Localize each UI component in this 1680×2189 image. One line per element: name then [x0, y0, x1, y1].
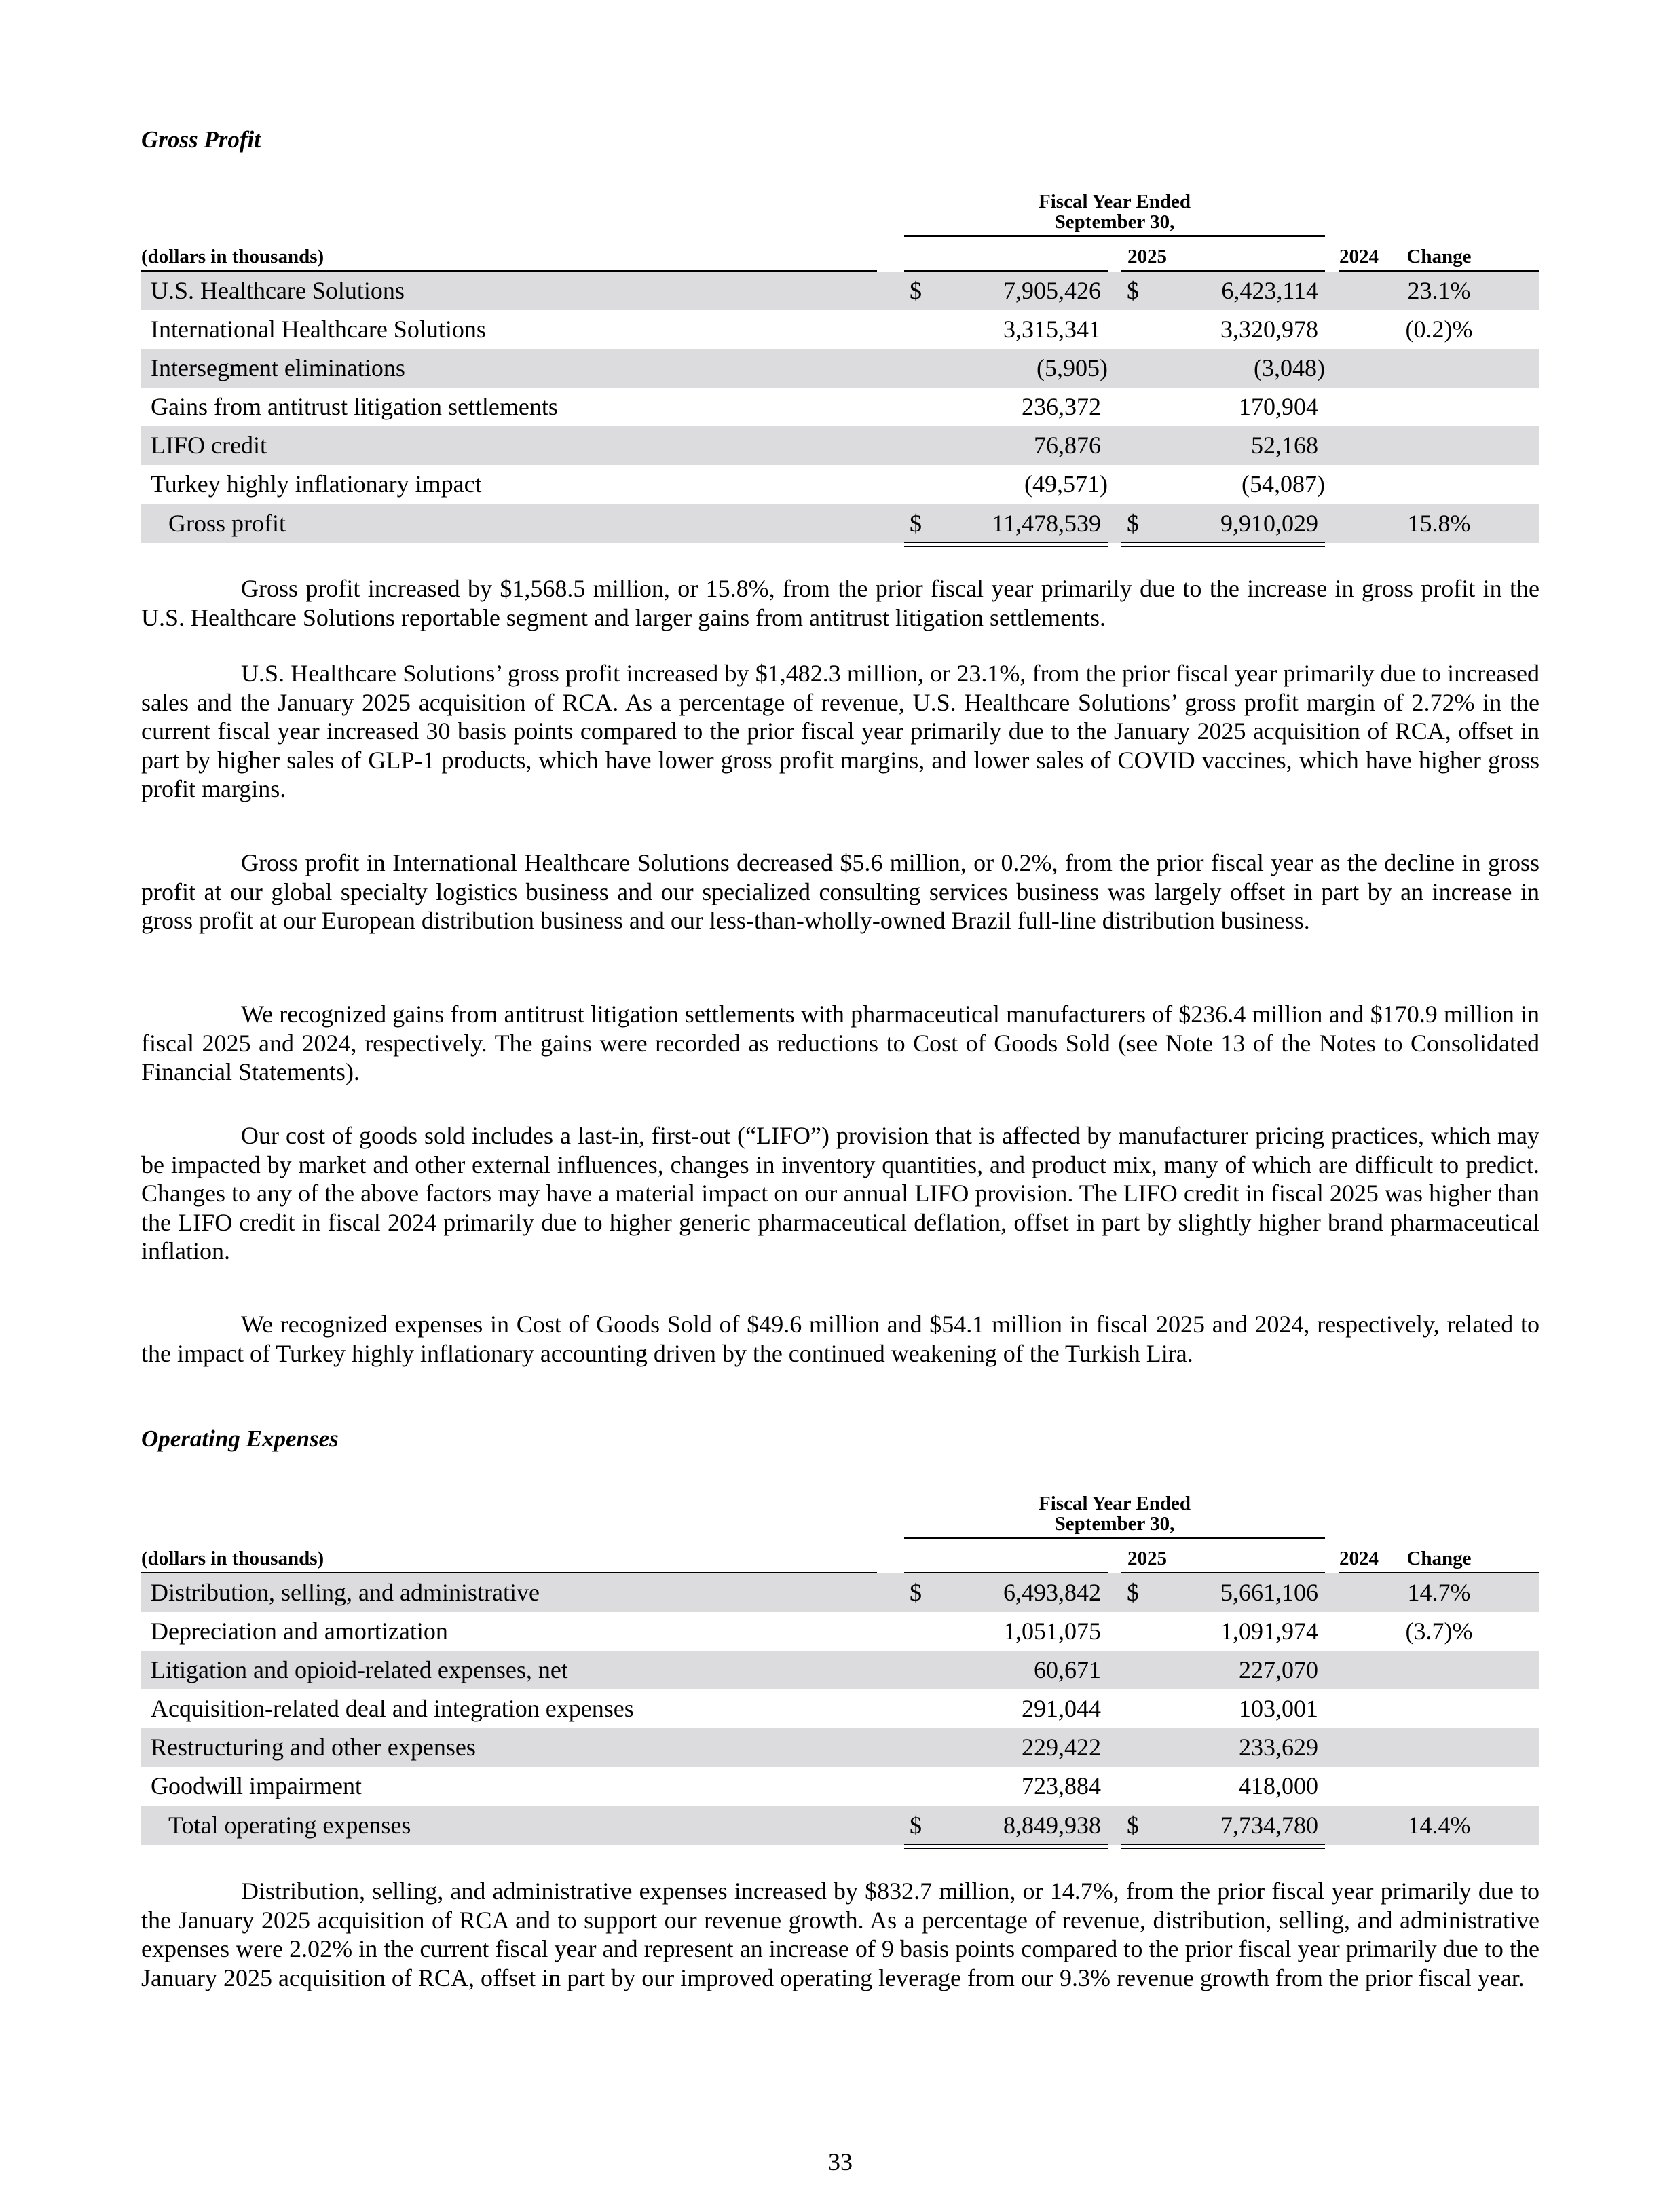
value-2024: (3,048) — [1254, 354, 1325, 381]
table-row-total — [141, 504, 1539, 543]
paragraph: We recognized expenses in Cost of Goods Sold of $49.6 million and $54.1 million in fiscal 2025 and 2024, respectively, related to the impact of Turkey highly inflationary accounting driven by the continued weakening of the Turkish Lira. — [141, 1311, 1539, 1367]
change-value: (3.7)% — [1405, 1617, 1473, 1645]
dollar-sign: $ — [1127, 1812, 1139, 1839]
value-2025: (5,905) — [1037, 354, 1108, 381]
fiscal-year-header-line1: Fiscal Year Ended — [1039, 191, 1191, 212]
value-2024: 52,168 — [1251, 432, 1318, 459]
row-label: International Healthcare Solutions — [151, 316, 486, 343]
section-title-operating-expenses: Operating Expenses — [141, 1425, 339, 1452]
table-row — [141, 426, 1539, 465]
value-2025: 291,044 — [1022, 1695, 1101, 1722]
column-header-2025: 2025 — [1127, 246, 1167, 267]
column-header-2024: 2024 — [1339, 1548, 1379, 1569]
value-2025: 11,478,539 — [992, 510, 1101, 537]
dollar-sign: $ — [910, 277, 922, 304]
section-title-gross-profit: Gross Profit — [141, 126, 261, 153]
column-header-change: Change — [1406, 246, 1472, 267]
paragraph: Distribution, selling, and administrative expenses increased by $832.7 million, or 14.7%, from the prior fiscal year primarily due to the January 2025 acquisition of RCA and to support our revenue growth. As a percentage of revenue, distribution, selling, and administrative expenses were 2.02% in the current fiscal year and represent an increase of 9 basis points compared to the prior fiscal year primarily due to the January 2025 acquisition of RCA, offset in part by our improved operating leverage from our 9.3% revenue growth from the prior fiscal year. — [141, 1877, 1539, 1991]
column-header-change: Change — [1406, 1548, 1472, 1569]
table-row — [141, 272, 1539, 310]
change-value: (0.2)% — [1405, 316, 1473, 343]
units-label: (dollars in thousands) — [141, 246, 324, 267]
value-2025: 76,876 — [1034, 432, 1101, 459]
value-2024: 103,001 — [1239, 1695, 1318, 1722]
value-2024: 227,070 — [1239, 1656, 1318, 1683]
value-2025: 1,051,075 — [1003, 1617, 1101, 1645]
change-value: 23.1% — [1407, 277, 1471, 304]
value-2024: 418,000 — [1239, 1772, 1318, 1799]
row-label: Acquisition-related deal and integration expenses — [151, 1695, 634, 1722]
table-row — [141, 1651, 1539, 1689]
value-2025: 236,372 — [1022, 393, 1101, 420]
total-double-rule — [1121, 1844, 1325, 1849]
value-2024: 9,910,029 — [1220, 510, 1318, 537]
fiscal-year-header — [904, 191, 1325, 237]
column-header-row — [141, 243, 1539, 270]
value-2025: 229,422 — [1022, 1734, 1101, 1761]
fiscal-year-header-line1: Fiscal Year Ended — [1039, 1493, 1191, 1514]
fiscal-year-header-line2: September 30, — [1054, 1513, 1175, 1535]
fiscal-year-header-line2: September 30, — [1054, 211, 1175, 233]
row-label: Restructuring and other expenses — [151, 1734, 476, 1761]
paragraph: U.S. Healthcare Solutions’ gross profit increased by $1,482.3 million, or 23.1%, from the prior fiscal year primarily due to increased sales and the January 2025 acquisition of RCA. As a percentage of revenue, U.S. Healthcare Solutions’ gross profit margin of 2.72% in the current fiscal year increased 30 basis points compared to the prior fiscal year primarily due to the January 2025 acquisition of RCA, offset in part by higher sales of GLP-1 products, which have lower gross profit margins, and lower sales of COVID vaccines, which have higher gross profit margins. — [141, 660, 1539, 802]
value-2025: 723,884 — [1022, 1772, 1101, 1799]
value-2025: 60,671 — [1034, 1656, 1101, 1683]
value-2025: (49,571) — [1024, 470, 1108, 498]
dollar-sign: $ — [1127, 510, 1139, 537]
table-row — [141, 465, 1539, 504]
units-label: (dollars in thousands) — [141, 1548, 324, 1569]
page-number: 33 — [828, 2148, 853, 2175]
value-2024: (54,087) — [1242, 470, 1325, 498]
value-2024: 5,661,106 — [1220, 1579, 1318, 1606]
table-row — [141, 1767, 1539, 1806]
value-2025: 3,315,341 — [1003, 316, 1101, 343]
row-label: Goodwill impairment — [151, 1772, 362, 1799]
dollar-sign: $ — [1127, 1579, 1139, 1606]
change-value: 14.4% — [1407, 1812, 1471, 1839]
dollar-sign: $ — [1127, 277, 1139, 304]
total-double-rule — [904, 1844, 1108, 1849]
row-label: Total operating expenses — [168, 1812, 411, 1839]
table-row — [141, 1728, 1539, 1767]
value-2025: 7,905,426 — [1003, 277, 1101, 304]
row-label: Distribution, selling, and administrative — [151, 1579, 540, 1606]
total-double-rule — [904, 542, 1108, 547]
value-2024: 6,423,114 — [1221, 277, 1318, 304]
table-row — [141, 1612, 1539, 1651]
table-row — [141, 388, 1539, 426]
table-row — [141, 1573, 1539, 1612]
value-2025: 6,493,842 — [1003, 1579, 1101, 1606]
paragraph: Our cost of goods sold includes a last-in, first-out (“LIFO”) provision that is affected by manufacturer pricing practices, which may be impacted by market and other external influences, changes in inventory quantities, and product mix, many of which are difficult to predict. Changes to any of the above factors may have a material impact on our annual LIFO provision. The LIFO credit in fiscal 2025 was higher than the LIFO credit in fiscal 2024 primarily due to higher generic pharmaceutical deflation, offset in part by slightly higher brand pharmaceutical inflation. — [141, 1122, 1539, 1265]
value-2024: 3,320,978 — [1220, 316, 1318, 343]
value-2024: 170,904 — [1239, 393, 1318, 420]
paragraph: Gross profit in International Healthcare Solutions decreased $5.6 million, or 0.2%, from the prior fiscal year as the decline in gross profit at our global specialty logistics business and our specialized consulting services business was largely offset in part by an increase in gross profit at our European distribution business and our less-than-wholly-owned Brazil full-line distribution business. — [141, 849, 1539, 934]
change-value: 14.7% — [1407, 1579, 1471, 1606]
value-2024: 233,629 — [1239, 1734, 1318, 1761]
row-label: Gains from antitrust litigation settlements — [151, 393, 558, 420]
dollar-sign: $ — [910, 1812, 922, 1839]
row-label: Gross profit — [168, 510, 286, 537]
paragraph: We recognized gains from antitrust litigation settlements with pharmaceutical manufacturers of $236.4 million and $170.9 million in fiscal 2025 and 2024, respectively. The gains were recorded as reductions to Cost of Goods Sold (see Note 13 of the Notes to Consolidated Financial Statements). — [141, 1000, 1539, 1085]
row-label: Intersegment eliminations — [151, 354, 405, 381]
table-row-total — [141, 1806, 1539, 1845]
value-2024: 7,734,780 — [1220, 1812, 1318, 1839]
row-label: Depreciation and amortization — [151, 1617, 448, 1645]
paragraph: Gross profit increased by $1,568.5 million, or 15.8%, from the prior fiscal year primarily due to the increase in gross profit in the U.S. Healthcare Solutions reportable segment and larger gains from antitrust litigation settlements. — [141, 575, 1539, 631]
table-row — [141, 1689, 1539, 1728]
row-label: U.S. Healthcare Solutions — [151, 277, 405, 304]
dollar-sign: $ — [910, 1579, 922, 1606]
change-value: 15.8% — [1407, 510, 1471, 537]
row-label: Litigation and opioid-related expenses, net — [151, 1656, 568, 1683]
row-label: Turkey highly inflationary impact — [151, 470, 482, 498]
column-header-2024: 2024 — [1339, 246, 1379, 267]
row-label: LIFO credit — [151, 432, 267, 459]
total-double-rule — [1121, 542, 1325, 547]
table-row — [141, 310, 1539, 349]
column-header-row — [141, 1545, 1539, 1572]
column-header-2025: 2025 — [1127, 1548, 1167, 1569]
fiscal-year-header — [904, 1493, 1325, 1539]
dollar-sign: $ — [910, 510, 922, 537]
table-row — [141, 349, 1539, 388]
value-2025: 8,849,938 — [1003, 1812, 1101, 1839]
value-2024: 1,091,974 — [1220, 1617, 1318, 1645]
